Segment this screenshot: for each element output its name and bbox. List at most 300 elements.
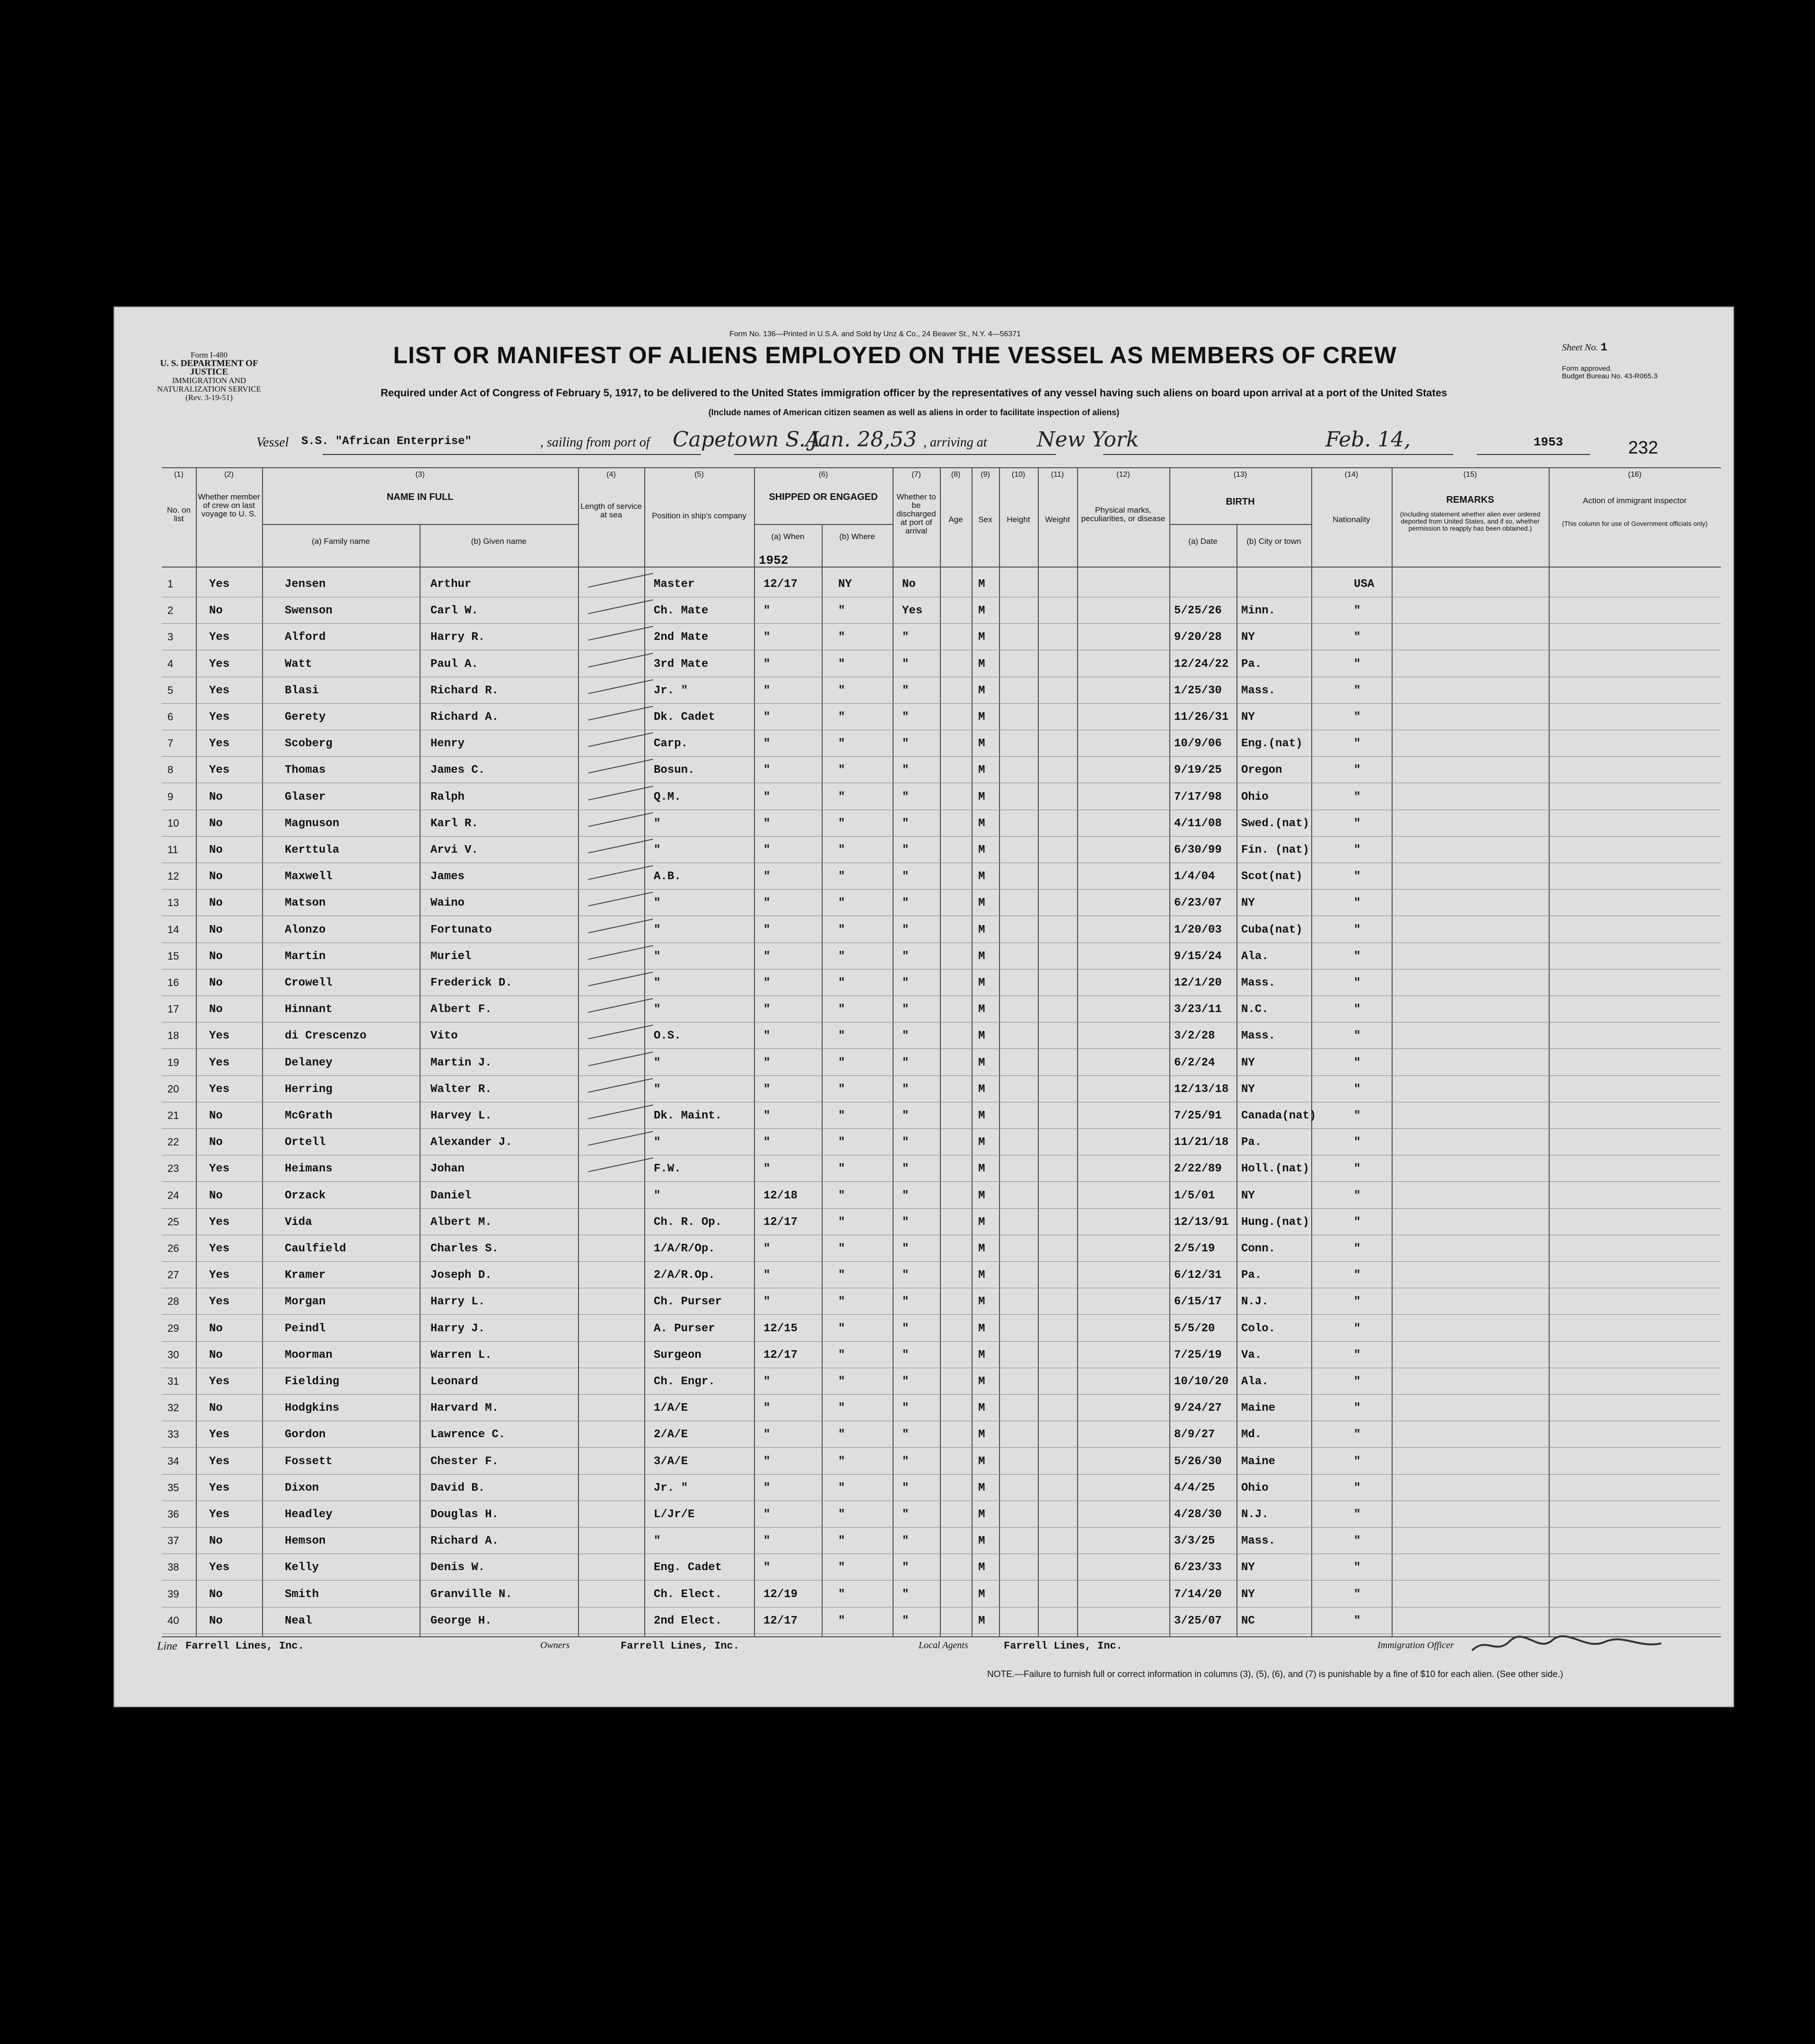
table-row: [114, 758, 1733, 785]
prev-voyage-cell: Yes: [209, 1428, 230, 1441]
shipped-where-cell: ": [838, 1030, 845, 1043]
row-rule: [162, 1314, 1721, 1315]
discharged-cell: ": [902, 1189, 909, 1202]
row-rule: [162, 1181, 1721, 1182]
birth-city-cell: Pa.: [1241, 657, 1262, 671]
form-number-line: Form No. 136—Printed in U.S.A. and Sold by Unz & Co., 24 Beaver St., N.Y. 4—56371: [729, 330, 1021, 338]
service-dash-mark: [588, 1025, 653, 1039]
prev-voyage-cell: Yes: [209, 1030, 230, 1043]
col-header-given-name: (b) Given name: [471, 537, 527, 546]
birth-city-cell: NY: [1241, 711, 1255, 724]
nationality-cell: ": [1354, 1375, 1361, 1388]
sheet-label: Sheet No.: [1562, 342, 1598, 353]
table-row: [114, 971, 1733, 997]
row-number: 8: [167, 764, 174, 776]
service-dash-mark: [588, 1078, 653, 1092]
birth-date-cell: 10/9/06: [1174, 737, 1222, 751]
shipped-where-cell: ": [838, 1508, 845, 1521]
discharged-cell: ": [902, 1003, 909, 1016]
col-header-service: Length of service at sea: [580, 502, 642, 519]
discharged-cell: ": [902, 897, 909, 910]
col-header-discharged: Whether to be discharged at port of arrival: [896, 492, 936, 535]
shipped-where-cell: ": [838, 1295, 845, 1309]
prev-voyage-cell: Yes: [209, 1295, 230, 1309]
family-name-cell: Morgan: [285, 1295, 326, 1309]
shipped-where-cell: ": [838, 1215, 845, 1229]
row-number: 13: [167, 897, 179, 909]
row-number: 39: [167, 1588, 179, 1600]
nationality-cell: ": [1354, 1614, 1361, 1627]
given-name-cell: James: [430, 870, 465, 883]
sex-cell: M: [978, 844, 985, 856]
underline: [1477, 454, 1590, 455]
sex-cell: M: [978, 950, 985, 963]
row-rule: [162, 1447, 1721, 1448]
service-dash-mark: [588, 679, 653, 694]
service-dash-mark: [588, 998, 653, 1013]
arriving-date: Feb. 14,: [1325, 428, 1411, 452]
family-name-cell: Glaser: [285, 790, 326, 804]
given-name-cell: Harvey L.: [430, 1109, 492, 1122]
col-header-no: No. on list: [167, 506, 191, 523]
discharged-cell: ": [902, 1348, 909, 1362]
family-name-cell: Hinnant: [285, 1003, 333, 1016]
birth-city-cell: Scot(nat): [1241, 870, 1303, 883]
row-number: 11: [167, 844, 178, 856]
table-row: [114, 891, 1733, 917]
birth-date-cell: 10/10/20: [1174, 1375, 1229, 1388]
discharged-cell: ": [902, 1508, 909, 1521]
family-name-cell: Delaney: [285, 1056, 333, 1069]
prev-voyage-cell: No: [209, 1003, 223, 1016]
discharged-cell: ": [902, 923, 909, 936]
row-rule: [162, 1128, 1721, 1129]
given-name-cell: Arthur: [430, 578, 472, 591]
birth-date-cell: 9/15/24: [1174, 950, 1222, 963]
prev-voyage-cell: No: [209, 1322, 223, 1335]
nationality-cell: ": [1354, 1588, 1361, 1601]
position-cell: ": [654, 817, 661, 830]
row-number: 18: [167, 1030, 179, 1042]
prev-voyage-cell: No: [209, 844, 223, 856]
discharged-cell: ": [902, 1136, 909, 1149]
given-name-cell: Waino: [430, 897, 465, 910]
birth-city-cell: NY: [1241, 897, 1255, 910]
birth-city-cell: Pa.: [1241, 1269, 1262, 1282]
row-rule: [162, 1527, 1721, 1528]
department: U. S. DEPARTMENT OF JUSTICE: [160, 358, 258, 377]
shipped-where-cell: ": [838, 1348, 845, 1362]
nationality-cell: ": [1354, 1402, 1361, 1415]
prev-voyage-cell: Yes: [209, 1269, 230, 1282]
row-number: 35: [167, 1481, 179, 1494]
shipped-when-cell: ": [763, 1428, 771, 1441]
position-cell: Ch. Engr.: [654, 1375, 715, 1388]
shipped-when-cell: ": [763, 1083, 771, 1096]
nationality-cell: ": [1354, 711, 1361, 724]
position-cell: 2/A/E: [654, 1428, 688, 1441]
birth-city-cell: Oregon: [1241, 764, 1282, 777]
birth-city-cell: Mass.: [1241, 684, 1276, 697]
birth-date-cell: 6/23/07: [1174, 897, 1222, 910]
prev-voyage-cell: Yes: [209, 764, 230, 777]
shipped-when-cell: 12/17: [763, 1614, 798, 1627]
birth-date-cell: 1/5/01: [1174, 1189, 1215, 1202]
table-row: [114, 812, 1733, 838]
nationality-cell: ": [1354, 657, 1361, 671]
shipped-where-cell: ": [838, 1162, 845, 1176]
birth-date-cell: 12/13/18: [1174, 1083, 1229, 1096]
family-name-cell: Neal: [285, 1614, 312, 1627]
family-name-cell: Watt: [285, 657, 312, 671]
sex-cell: M: [978, 1003, 985, 1016]
col-header-height: Height: [1007, 515, 1030, 524]
revision: (Rev. 3-19-51): [185, 393, 233, 402]
shipped-where-cell: ": [838, 737, 845, 751]
shipped-when-cell: ": [763, 817, 771, 830]
service-dash-mark: [588, 600, 653, 614]
nationality-cell: ": [1354, 790, 1361, 804]
family-name-cell: Swenson: [285, 604, 333, 618]
discharged-cell: ": [902, 1030, 909, 1043]
given-name-cell: Fortunato: [430, 923, 492, 936]
col-header-position: Position in ship's company: [652, 511, 746, 520]
discharged-cell: ": [902, 950, 909, 963]
shipped-when-cell: ": [763, 684, 771, 697]
row-number: 1: [167, 578, 174, 590]
position-cell: Surgeon: [654, 1348, 701, 1362]
col-number: (15): [1463, 471, 1477, 479]
row-number: 37: [167, 1535, 179, 1547]
birth-city-cell: Ala.: [1241, 1375, 1269, 1388]
discharged-cell: ": [902, 1083, 909, 1096]
prev-voyage-cell: Yes: [209, 737, 230, 751]
position-cell: ": [654, 1189, 661, 1202]
sub-header-rule: [1169, 524, 1311, 525]
birth-date-cell: 12/1/20: [1174, 977, 1222, 989]
col-number: (8): [951, 471, 961, 479]
sex-cell: M: [978, 1189, 985, 1202]
sheet-number: [1562, 341, 1607, 354]
col-number: (9): [981, 471, 990, 479]
nationality-cell: ": [1354, 604, 1361, 618]
birth-city-cell: Mass.: [1241, 977, 1276, 989]
birth-date-cell: 7/25/19: [1174, 1348, 1222, 1362]
prev-voyage-cell: No: [209, 977, 223, 989]
col-header-weight: Weight: [1045, 515, 1070, 524]
nationality-cell: ": [1354, 1030, 1361, 1043]
family-name-cell: Thomas: [285, 764, 326, 777]
family-name-cell: Kelly: [285, 1561, 319, 1574]
shipped-when-cell: ": [763, 1269, 771, 1282]
row-number: 3: [167, 631, 174, 643]
position-cell: Bosun.: [654, 764, 695, 777]
table-row: [114, 1396, 1733, 1423]
shipped-when-cell: ": [763, 844, 771, 856]
shipped-when-cell: ": [763, 870, 771, 883]
table-row: [114, 1237, 1733, 1263]
given-name-cell: Albert F.: [430, 1003, 492, 1016]
nationality-cell: ": [1354, 1269, 1361, 1282]
sex-cell: M: [978, 1588, 985, 1601]
sailing-label: , sailing from port of: [540, 435, 650, 450]
family-name-cell: Matson: [285, 897, 326, 910]
shipped-when-cell: ": [763, 737, 771, 751]
row-rule: [162, 1474, 1721, 1475]
sex-cell: M: [978, 817, 985, 830]
birth-date-cell: 9/24/27: [1174, 1402, 1222, 1415]
sex-cell: M: [978, 1508, 985, 1521]
shipped-when-cell: ": [763, 1242, 771, 1255]
family-name-cell: Hodgkins: [285, 1402, 340, 1415]
discharged-cell: ": [902, 1269, 909, 1282]
given-name-cell: Charles S.: [430, 1242, 499, 1255]
position-cell: Ch. Purser: [654, 1295, 722, 1309]
col-header-name: NAME IN FULL: [386, 492, 454, 502]
service-dash-mark: [588, 786, 653, 800]
birth-city-cell: Colo.: [1241, 1322, 1276, 1335]
service-dash-mark: [588, 626, 653, 641]
family-name-cell: Caulfield: [285, 1242, 346, 1255]
service-dash-mark: [588, 865, 653, 880]
position-cell: ": [654, 1535, 661, 1548]
given-name-cell: Walter R.: [430, 1083, 492, 1096]
shipped-where-cell: ": [838, 923, 845, 936]
table-row: [114, 1423, 1733, 1449]
shipped-when-cell: ": [763, 631, 771, 644]
sex-cell: M: [978, 1083, 985, 1096]
discharged-cell: ": [902, 1215, 909, 1229]
birth-date-cell: 4/4/25: [1174, 1481, 1215, 1494]
given-name-cell: Warren L.: [430, 1348, 492, 1362]
table-row: [114, 1104, 1733, 1130]
birth-city-cell: NY: [1241, 1083, 1255, 1096]
prev-voyage-cell: No: [209, 1109, 223, 1122]
position-cell: 1/A/E: [654, 1402, 688, 1415]
shipped-when-cell: ": [763, 1402, 771, 1415]
shipped-where-cell: ": [838, 1455, 845, 1468]
prev-voyage-cell: Yes: [209, 631, 230, 644]
year: 1953: [1534, 435, 1563, 449]
table-row: [114, 1555, 1733, 1582]
sex-cell: M: [978, 923, 985, 936]
birth-city-cell: N.J.: [1241, 1295, 1269, 1309]
prev-voyage-cell: No: [209, 1402, 223, 1415]
row-number: 32: [167, 1402, 179, 1414]
table-top-border: [162, 467, 1721, 468]
position-cell: ": [654, 844, 661, 856]
birth-date-cell: 6/12/31: [1174, 1269, 1222, 1282]
shipped-where-cell: ": [838, 1614, 845, 1627]
sex-cell: M: [978, 1561, 985, 1574]
row-number: 6: [167, 711, 174, 723]
sheet-value: 1: [1600, 341, 1608, 354]
service: IMMIGRATION AND NATURALIZATION SERVICE: [157, 376, 262, 393]
position-cell: 3/A/E: [654, 1455, 688, 1468]
nationality-cell: ": [1354, 1003, 1361, 1016]
shipped-when-cell: ": [763, 657, 771, 671]
family-name-cell: McGrath: [285, 1109, 333, 1122]
nationality-cell: ": [1354, 844, 1361, 856]
given-name-cell: Leonard: [430, 1375, 478, 1388]
service-dash-mark: [588, 1158, 653, 1172]
sex-cell: M: [978, 631, 985, 644]
prev-voyage-cell: No: [209, 923, 223, 936]
shipped-when-cell: ": [763, 1375, 771, 1388]
birth-city-cell: Ala.: [1241, 950, 1269, 963]
birth-date-cell: 5/5/20: [1174, 1322, 1215, 1335]
birth-date-cell: 7/25/91: [1174, 1109, 1222, 1122]
prev-voyage-cell: Yes: [209, 1375, 230, 1388]
given-name-cell: Granville N.: [430, 1588, 512, 1601]
service-dash-mark: [588, 1131, 653, 1146]
birth-city-cell: Mass.: [1241, 1030, 1276, 1043]
birth-city-cell: Va.: [1241, 1348, 1262, 1362]
budget-approval: [1562, 365, 1657, 380]
sex-cell: M: [978, 1030, 985, 1043]
family-name-cell: Blasi: [285, 684, 319, 697]
shipped-when-cell: 12/17: [763, 1348, 798, 1362]
position-cell: Dk. Cadet: [654, 711, 715, 724]
sex-cell: M: [978, 1322, 985, 1335]
nationality-cell: ": [1354, 1561, 1361, 1574]
family-name-cell: Hemson: [285, 1535, 326, 1548]
row-rule: [162, 1048, 1721, 1049]
birth-date-cell: 1/25/30: [1174, 684, 1222, 697]
col-header-when: (a) When: [771, 532, 805, 541]
table-row: [114, 652, 1733, 679]
service-dash-mark: [588, 733, 653, 747]
nationality-cell: ": [1354, 684, 1361, 697]
shipped-when-cell: ": [763, 950, 771, 963]
prev-voyage-cell: Yes: [209, 1162, 230, 1176]
shipped-when-cell: ": [763, 1056, 771, 1069]
given-name-cell: Douglas H.: [430, 1508, 499, 1521]
birth-date-cell: 1/20/03: [1174, 923, 1222, 936]
birth-city-cell: NY: [1241, 631, 1255, 644]
discharged-cell: ": [902, 977, 909, 989]
birth-city-cell: Pa.: [1241, 1136, 1262, 1149]
shipped-where-cell: ": [838, 870, 845, 883]
nationality-cell: ": [1354, 1136, 1361, 1149]
table-row: [114, 599, 1733, 625]
birth-date-cell: 3/3/25: [1174, 1535, 1215, 1548]
given-name-cell: Denis W.: [430, 1561, 485, 1574]
owners-value: Farrell Lines, Inc.: [621, 1640, 739, 1652]
shipped-when-cell: ": [763, 1003, 771, 1016]
birth-date-cell: 7/17/98: [1174, 790, 1222, 804]
prev-voyage-cell: No: [209, 1189, 223, 1202]
position-cell: ": [654, 1136, 661, 1149]
underline: [1103, 454, 1453, 455]
service-dash-mark: [588, 759, 653, 774]
given-name-cell: Henry: [430, 737, 465, 751]
position-cell: O.S.: [654, 1030, 681, 1043]
shipped-when-cell: ": [763, 1561, 771, 1574]
birth-city-cell: Cuba(nat): [1241, 923, 1303, 936]
birth-date-cell: 2/22/89: [1174, 1162, 1222, 1176]
col-number: (13): [1233, 471, 1247, 479]
col-header-age: Age: [948, 515, 963, 524]
birth-date-cell: 6/30/99: [1174, 844, 1222, 856]
vessel-name: S.S. "African Enterprise": [301, 435, 472, 448]
prev-voyage-cell: Yes: [209, 1242, 230, 1255]
table-row: [114, 1317, 1733, 1343]
shipped-when-cell: ": [763, 1162, 771, 1176]
family-name-cell: Orzack: [285, 1189, 326, 1202]
service-dash-mark: [588, 1104, 653, 1119]
position-cell: Ch. Elect.: [654, 1588, 722, 1601]
prev-voyage-cell: Yes: [209, 684, 230, 697]
position-cell: Jr. ": [654, 1481, 688, 1494]
row-rule: [162, 1075, 1721, 1076]
shipped-where-cell: ": [838, 1535, 845, 1548]
col-header-remarks-note: (Including statement whether alien ever ordered deported from United States, and if so, whether permission to reapply has been obtained.): [1400, 510, 1541, 532]
table-row: [114, 1077, 1733, 1104]
table-row: [114, 1343, 1733, 1370]
shipped-where-cell: ": [838, 604, 845, 618]
shipped-when-cell: 12/15: [763, 1322, 798, 1335]
birth-date-cell: 4/28/30: [1174, 1508, 1222, 1521]
birth-city-cell: NY: [1241, 1056, 1255, 1069]
table-row: [114, 705, 1733, 732]
row-number: 17: [167, 1003, 179, 1015]
arriving-label: , arriving at: [923, 435, 987, 450]
birth-city-cell: N.C.: [1241, 1003, 1269, 1016]
sex-cell: M: [978, 1109, 985, 1122]
birth-city-cell: Ohio: [1241, 790, 1269, 804]
prev-voyage-cell: Yes: [209, 1508, 230, 1521]
shipped-when-cell: 12/19: [763, 1588, 798, 1601]
sex-cell: M: [978, 1242, 985, 1255]
shipped-when-cell: ": [763, 897, 771, 910]
sex-cell: M: [978, 737, 985, 751]
given-name-cell: Harry R.: [430, 631, 485, 644]
nationality-cell: ": [1354, 950, 1361, 963]
discharged-cell: ": [902, 1295, 909, 1309]
service-dash-mark: [588, 1051, 653, 1066]
birth-date-cell: 12/24/22: [1174, 657, 1229, 671]
shipped-where-cell: ": [838, 1242, 845, 1255]
given-name-cell: Richard A.: [430, 711, 499, 724]
sex-cell: M: [978, 870, 985, 883]
birth-city-cell: Holl.(nat): [1241, 1162, 1310, 1176]
table-header-border: [162, 567, 1721, 568]
sex-cell: M: [978, 1428, 985, 1441]
prev-voyage-cell: No: [209, 1535, 223, 1548]
prev-voyage-cell: Yes: [209, 1215, 230, 1229]
table-row: [114, 1529, 1733, 1555]
shipped-where-cell: ": [838, 844, 845, 856]
nationality-cell: ": [1354, 1189, 1361, 1202]
shipped-where-cell: ": [838, 1136, 845, 1149]
nationality-cell: USA: [1354, 578, 1375, 591]
row-number: 14: [167, 923, 179, 935]
position-cell: Ch. Mate: [654, 604, 709, 618]
position-cell: 2/A/R.Op.: [654, 1269, 715, 1282]
birth-date-cell: 3/25/07: [1174, 1614, 1222, 1627]
service-dash-mark: [588, 812, 653, 827]
col-number: (16): [1628, 471, 1642, 479]
prev-voyage-cell: Yes: [209, 1083, 230, 1096]
discharged-cell: Yes: [902, 604, 923, 618]
nationality-cell: ": [1354, 977, 1361, 989]
sex-cell: M: [978, 897, 985, 910]
given-name-cell: Harvard M.: [430, 1402, 499, 1415]
shipped-when-cell: ": [763, 790, 771, 804]
discharged-cell: ": [902, 1588, 909, 1601]
discharged-cell: ": [902, 1322, 909, 1335]
